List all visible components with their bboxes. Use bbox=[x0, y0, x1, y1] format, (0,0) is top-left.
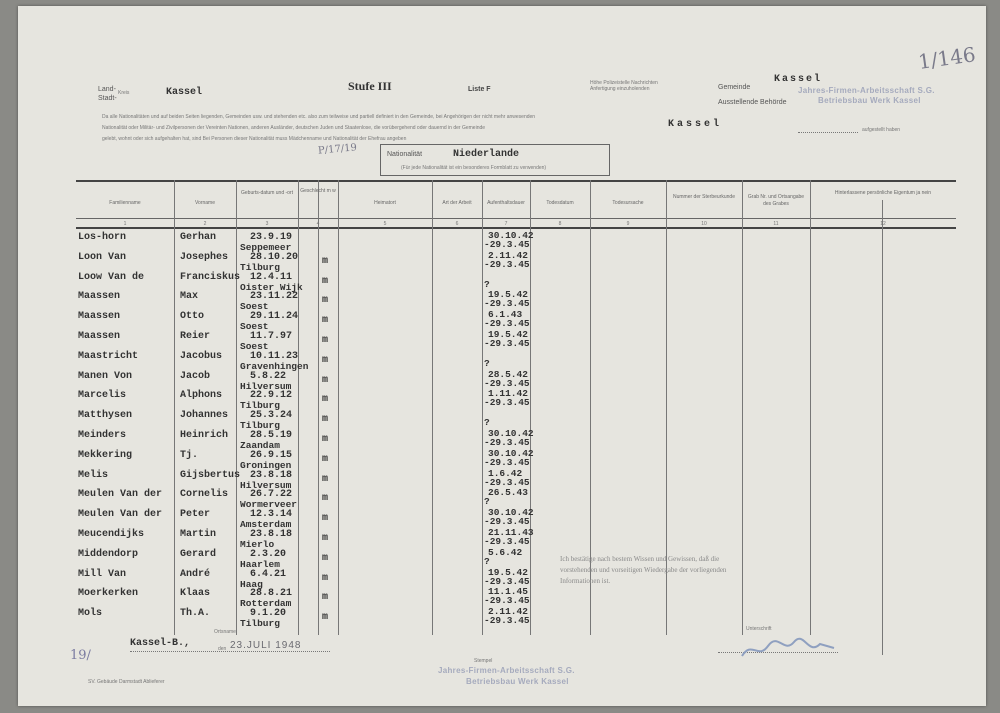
col-num-7: 7 bbox=[504, 221, 508, 227]
cell-surname: Meulen Van der bbox=[78, 489, 163, 501]
instructions-line-2: Nationalität oder Militär- und Zivilpersonen der Vereinten Nationen, anderen Ausländer, deutschen Juden und Staatenlose, die vorübergehend oder dauernd in der Gemeinde bbox=[102, 125, 486, 131]
cell-birth-place: Haarlem bbox=[240, 558, 280, 570]
gemeinde-label: Gemeinde bbox=[718, 84, 751, 91]
cell-stay-to: -29.3.45 bbox=[484, 437, 530, 448]
col-num-10: 10 bbox=[701, 221, 707, 227]
col-header-8: Todesdatum bbox=[546, 200, 574, 206]
header-bottom-rule bbox=[76, 227, 956, 229]
cell-sex: m bbox=[322, 255, 329, 267]
corner-stamp-1: Jahres-Firmen-Arbeitsschaft S.G. bbox=[798, 86, 935, 95]
cell-birth-date: 23.8.18 bbox=[250, 469, 293, 481]
corner-stamp-2: Betriebsbau Werk Kassel bbox=[818, 96, 921, 105]
cell-birth-date: 28.10.20 bbox=[250, 251, 299, 263]
nationality-box bbox=[380, 144, 610, 176]
cell-stay-from: 6.1.43 bbox=[488, 309, 523, 321]
instructions-line-3: gelebt, wohnt oder sich aufgehalten hat, sind Bei Personen dieser Nationalität muss Mädchenname und Nationalität der Ehefrau angeben bbox=[102, 136, 407, 142]
cell-birth-date: 23.9.19 bbox=[250, 232, 293, 243]
cell-given-name: Gerard bbox=[180, 548, 217, 560]
cell-given-name: Th.A. bbox=[180, 608, 211, 620]
col-header-5: Heimatort bbox=[374, 200, 396, 206]
cell-surname: Maastricht bbox=[78, 350, 139, 362]
col-header-6: Art der Arbeit bbox=[442, 200, 472, 206]
cell-given-name: Max bbox=[180, 291, 199, 303]
cell-stay-from: 26.5.43 bbox=[488, 487, 528, 499]
cell-surname: Moerkerken bbox=[78, 588, 139, 600]
cell-given-name: Reier bbox=[180, 331, 211, 342]
unterschrift-label: Unterschrift bbox=[746, 626, 772, 632]
footer-place: Kassel-B., bbox=[130, 638, 191, 649]
col-header-7: Aufenthaltsdauer bbox=[487, 200, 525, 206]
liste-label: Liste F bbox=[468, 86, 491, 93]
cell-birth-date: 9.1.20 bbox=[250, 608, 287, 620]
cell-given-name: Johannes bbox=[180, 410, 229, 422]
footer-date: 23.JULI 1948 bbox=[230, 640, 302, 651]
cell-stay-to: -29.3.45 bbox=[484, 536, 530, 547]
document-sheet bbox=[18, 6, 986, 706]
col-num-5: 5 bbox=[383, 221, 387, 227]
cell-birth-place: Tilburg bbox=[240, 618, 280, 630]
cell-given-name: Peter bbox=[180, 509, 211, 521]
cell-stay-from: 5.6.42 bbox=[488, 546, 523, 558]
ortsname-label: Ortsname bbox=[214, 629, 236, 635]
cell-given-name: Martin bbox=[180, 529, 217, 540]
cell-surname: Meucendijks bbox=[78, 529, 145, 540]
cell-given-name: Jacob bbox=[180, 370, 211, 382]
cell-surname: Manen Von bbox=[78, 370, 133, 382]
cell-given-name: André bbox=[180, 568, 211, 580]
cell-surname: Melis bbox=[78, 469, 109, 481]
cell-birth-place: Amsterdam bbox=[240, 519, 292, 531]
cell-birth-place: Tilburg bbox=[240, 261, 280, 273]
signature-scribble bbox=[738, 634, 838, 662]
cell-given-name: Cornelis bbox=[180, 489, 229, 501]
cell-birth-date: 26.9.15 bbox=[250, 449, 293, 461]
col-num-11: 11 bbox=[773, 221, 779, 227]
cell-sex: m bbox=[322, 335, 329, 346]
den-label: den bbox=[218, 646, 227, 652]
col-header-10: Nummer der Sterbeurkunde bbox=[673, 194, 735, 200]
table-row bbox=[76, 390, 956, 410]
cell-sex: m bbox=[322, 394, 329, 406]
cell-stay-to: -29.3.45 bbox=[484, 595, 530, 607]
cell-birth-place: Gravenhingen bbox=[240, 360, 309, 372]
col-header-11: Grab Nr. und Ortsangabe des Grabes bbox=[747, 194, 805, 207]
cell-stay-to: -29.3.45 bbox=[484, 298, 530, 310]
handwritten-code: P/17/19 bbox=[317, 142, 358, 157]
cell-surname: Loon Van bbox=[78, 251, 127, 263]
cell-stay-to: ? bbox=[484, 278, 490, 290]
cell-birth-date: 5.8.22 bbox=[250, 370, 287, 382]
cell-stay-to: ? bbox=[484, 555, 490, 567]
footer-stamp-2: Betriebsbau Werk Kassel bbox=[466, 677, 569, 686]
cell-given-name: Klaas bbox=[180, 588, 211, 600]
cell-stay-from: 19.5.42 bbox=[488, 566, 528, 578]
col-num-6: 6 bbox=[455, 221, 459, 227]
cell-sex: m bbox=[322, 552, 329, 564]
footer-stamp-1: Jahres-Firmen-Arbeitsschaft S.G. bbox=[438, 666, 575, 675]
cell-stay-to: -29.3.45 bbox=[484, 516, 530, 528]
persons-table bbox=[76, 180, 956, 635]
nationality-label: Nationalität bbox=[387, 151, 423, 158]
col-header-1: Familienname bbox=[109, 200, 141, 206]
page-mark: 19/ bbox=[70, 648, 91, 663]
cell-birth-date: 12.3.14 bbox=[250, 509, 293, 521]
cell-surname: Loow Van de bbox=[78, 271, 145, 283]
cell-birth-date: 12.4.11 bbox=[250, 271, 293, 283]
archive-number: 1/146 bbox=[916, 42, 978, 74]
col-header-2: Vorname bbox=[194, 200, 215, 206]
cell-surname: Los-horn bbox=[78, 232, 127, 243]
aufgestellt-label: aufgestellt haben bbox=[862, 127, 901, 133]
table-row bbox=[76, 331, 956, 351]
land-value: Kassel bbox=[166, 87, 203, 98]
cell-sex: m bbox=[322, 295, 329, 307]
cell-stay-to: -29.3.45 bbox=[484, 615, 530, 627]
cell-stay-from: 11.1.45 bbox=[488, 586, 528, 598]
cell-surname: Mekkering bbox=[78, 449, 133, 461]
cell-stay-from: 19.5.42 bbox=[488, 289, 528, 301]
stufe-label: Stufe III bbox=[348, 79, 392, 93]
cell-birth-date: 10.11.23 bbox=[250, 350, 299, 362]
cell-sex: m bbox=[322, 533, 329, 544]
cell-birth-place: Zaandam bbox=[240, 440, 280, 451]
cell-stay-from: 28.5.42 bbox=[488, 368, 528, 380]
cell-surname: Matthysen bbox=[78, 410, 133, 422]
cell-birth-date: 22.9.12 bbox=[250, 390, 293, 402]
behoerde-dotted-line bbox=[798, 132, 858, 133]
cell-stay-from: 1.11.42 bbox=[488, 388, 528, 400]
cell-birth-date: 28.8.21 bbox=[250, 588, 293, 600]
col-num-2: 2 bbox=[203, 221, 207, 227]
cell-sex: m bbox=[322, 612, 329, 624]
cell-sex: m bbox=[322, 315, 329, 327]
cell-birth-date: 28.5.19 bbox=[250, 430, 293, 441]
col-num-8: 8 bbox=[558, 221, 562, 227]
col-header-4: Geschlecht m w bbox=[300, 188, 336, 194]
cell-stay-to: -29.3.45 bbox=[484, 318, 530, 330]
cell-given-name: Otto bbox=[180, 311, 205, 323]
printer-line: SV. Gebäude Darmstadt Ablieferer bbox=[88, 679, 165, 685]
cell-surname: Mols bbox=[78, 608, 103, 620]
cell-sex: m bbox=[322, 275, 329, 287]
cell-stay-from: 30.10.42 bbox=[488, 230, 534, 241]
table-row bbox=[76, 249, 956, 273]
cell-birth-place: Soest bbox=[240, 321, 269, 333]
cell-birth-date: 25.3.24 bbox=[250, 410, 293, 422]
cell-given-name: Franciskus bbox=[180, 271, 241, 283]
col-num-9: 9 bbox=[626, 221, 630, 227]
cell-stay-to: ? bbox=[484, 357, 490, 369]
cell-stay-to: -29.3.45 bbox=[484, 476, 530, 488]
cell-given-name: Gijsbertus bbox=[180, 469, 241, 481]
cell-surname: Maassen bbox=[78, 331, 121, 342]
table-row bbox=[76, 608, 956, 628]
kreis-label: Kreis bbox=[118, 90, 130, 96]
cell-sex: m bbox=[322, 493, 329, 505]
cell-stay-from: 19.5.42 bbox=[488, 329, 528, 340]
cell-stay-to: -29.3.45 bbox=[484, 239, 530, 250]
cell-birth-place: Hilversum bbox=[240, 479, 292, 491]
cell-sex: m bbox=[322, 572, 329, 584]
land-label: Land- bbox=[98, 86, 116, 93]
cell-stay-to: -29.3.45 bbox=[484, 258, 530, 270]
cell-stay-to: -29.3.45 bbox=[484, 575, 530, 587]
cell-birth-place: Rotterdam bbox=[240, 598, 292, 610]
cell-sex: m bbox=[322, 354, 329, 366]
cell-sex: m bbox=[322, 513, 329, 525]
col-header-12: Hinterlassene persönliche Eigentum ja nein bbox=[834, 190, 932, 196]
cell-birth-date: 11.7.97 bbox=[250, 331, 293, 342]
cell-stay-from: 2.11.42 bbox=[488, 606, 528, 618]
cell-sex: m bbox=[322, 414, 329, 426]
footer-date-line bbox=[130, 651, 330, 652]
cell-birth-place: Haag bbox=[240, 578, 263, 590]
cell-birth-place: Oister Wijk bbox=[240, 281, 303, 293]
cell-birth-place: Seppemeer bbox=[240, 242, 292, 253]
stamp-note-2: Anfertigung einzuholenden bbox=[590, 86, 650, 92]
cell-stay-from: 30.10.42 bbox=[488, 428, 534, 439]
cell-birth-date: 23.11.22 bbox=[250, 291, 299, 303]
cell-stay-to: -29.3.45 bbox=[484, 456, 530, 468]
cell-birth-place: Groningen bbox=[240, 459, 292, 471]
col-num-3: 3 bbox=[265, 221, 269, 227]
cell-given-name: Gerhan bbox=[180, 232, 217, 243]
cell-stay-from: 21.11.43 bbox=[488, 527, 534, 538]
cell-surname: Maassen bbox=[78, 311, 121, 323]
cell-birth-date: 29.11.24 bbox=[250, 311, 299, 323]
cell-birth-place: Tilburg bbox=[240, 400, 280, 412]
col-header-9: Todesursache bbox=[612, 200, 644, 206]
col-num-12: 12 bbox=[880, 221, 886, 227]
cell-surname: Middendorp bbox=[78, 548, 139, 560]
cell-sex: m bbox=[322, 434, 329, 445]
cell-sex: m bbox=[322, 592, 329, 604]
behoerde-label: Ausstellende Behörde bbox=[718, 99, 787, 106]
attestation-text: Ich bestätige nach bestem Wissen und Gewissen, daß die vorstehenden und vorseitigen Wiedergabe der vorliegenden Informationen ist. bbox=[560, 555, 727, 585]
cell-stay-to: -29.3.45 bbox=[484, 377, 530, 389]
cell-birth-place: Mierlo bbox=[240, 539, 275, 550]
cell-birth-place: Wormerveer bbox=[240, 499, 298, 511]
cell-surname: Meinders bbox=[78, 430, 127, 441]
cell-stay-from: 1.6.42 bbox=[488, 467, 523, 479]
gemeinde-value: Kassel bbox=[774, 74, 823, 85]
cell-stay-from: 2.11.42 bbox=[488, 249, 528, 261]
cell-birth-place: Tilburg bbox=[240, 420, 280, 432]
cell-given-name: Heinrich bbox=[180, 430, 229, 441]
cell-surname: Maassen bbox=[78, 291, 121, 303]
cell-stay-to: -29.3.45 bbox=[484, 397, 530, 409]
cell-birth-place: Soest bbox=[240, 301, 269, 313]
cell-sex: m bbox=[322, 453, 329, 465]
cell-given-name: Alphons bbox=[180, 390, 223, 402]
cell-birth-place: Soest bbox=[240, 341, 269, 352]
table-top-rule bbox=[76, 180, 956, 182]
stempel-label: Stempel bbox=[474, 658, 493, 664]
cell-given-name: Tj. bbox=[180, 449, 199, 461]
cell-given-name: Josephes bbox=[180, 251, 229, 263]
cell-birth-date: 6.4.21 bbox=[250, 568, 287, 580]
cell-sex: m bbox=[322, 473, 329, 485]
cell-birth-date: 23.8.18 bbox=[250, 529, 293, 540]
cell-stay-from: 30.10.42 bbox=[488, 447, 534, 459]
cell-given-name: Jacobus bbox=[180, 350, 223, 362]
header-divider bbox=[76, 218, 956, 219]
behoerde-value: Kassel bbox=[668, 119, 723, 130]
cell-stay-to: ? bbox=[484, 496, 490, 508]
cell-surname: Meulen Van der bbox=[78, 509, 163, 521]
cell-birth-date: 26.7.22 bbox=[250, 489, 293, 501]
stamp-note-1: Höhe Polizeistelle Nachrichten bbox=[590, 80, 658, 86]
cell-sex: m bbox=[322, 374, 329, 386]
cell-surname: Mill Van bbox=[78, 568, 127, 580]
cell-stay-to: -29.3.45 bbox=[484, 338, 530, 349]
col-num-4: 4 bbox=[316, 221, 320, 227]
cell-stay-to: ? bbox=[484, 417, 490, 429]
stadt-label: Stadt- bbox=[98, 95, 117, 102]
cell-birth-date: 2.3.20 bbox=[250, 548, 287, 560]
nationality-note: (Für jede Nationalität ist ein besonderes Formblatt zu verwenden) bbox=[401, 165, 547, 171]
cell-stay-from: 30.10.42 bbox=[488, 507, 534, 519]
cell-surname: Marcelis bbox=[78, 390, 127, 402]
col-num-1: 1 bbox=[123, 221, 127, 227]
col-header-3: Geburts-datum und -ort bbox=[241, 190, 293, 196]
instructions-line-1: Da alle Nationalitäten und auf beiden Seiten liegenden, Gemeinden usw. und stehenden etc. also zum teilweise und partiell definiert in den Gemeinde, bei Angehörigen der nicht mehr anwesenden bbox=[102, 114, 536, 120]
nationality-value: Niederlande bbox=[453, 149, 520, 160]
cell-birth-place: Hilversum bbox=[240, 380, 292, 392]
